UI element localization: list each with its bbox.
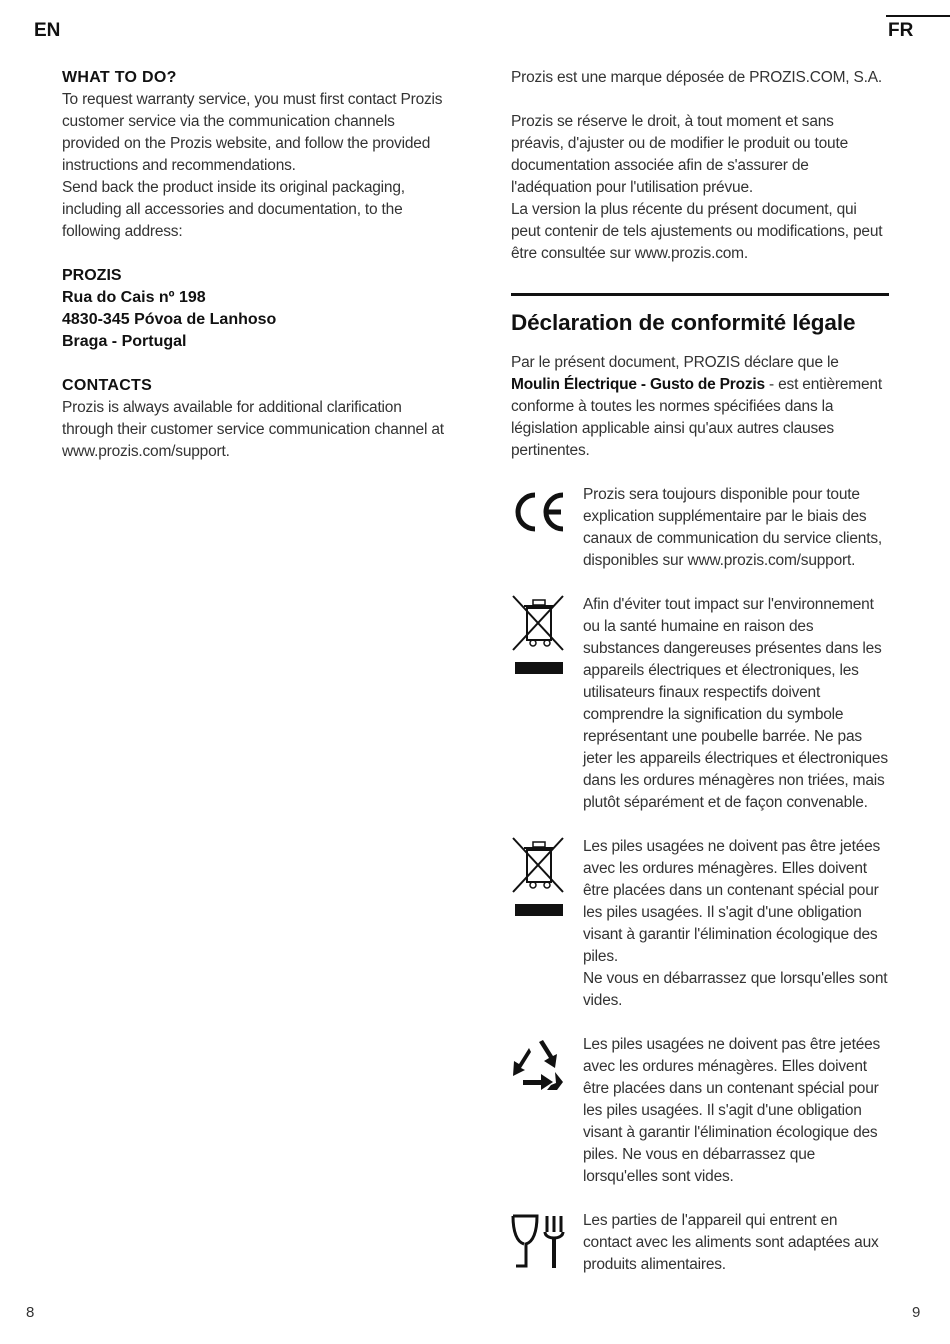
address-line: PROZIS	[62, 267, 122, 284]
recycle-text: Les piles usagées ne doivent pas être jetées avec les ordures ménagères. Elles doivent être placées dans un contenant spécial pour les piles usagées. Il s'agit d'une obligation visant à garantir l'élimination écologique des piles. Ne vous en débarrassez que lorsqu'elles sont vides.	[583, 1036, 881, 1185]
latest-version-text: La version la plus récente du présent document, qui peut contenir de tels ajustements ou modifications, peut être consultée sur www.prozis.com.	[511, 201, 883, 262]
battery-text: Les piles usagées ne doivent pas être jetées avec les ordures ménagères. Elles doivent être placées dans un contenant spécial pour les piles usagées. Il s'agit d'une obligation visant à garantir l'élimination écologique des piles.	[583, 838, 881, 965]
food-row	[511, 1210, 889, 1276]
address-line: 4830-345 Póvoa de Lanhoso	[62, 311, 277, 328]
declaration-suffix: - est entièrement conforme à toutes les normes spécifiées dans la législation applicable ainsi qu'aux autres clauses pertinentes.	[511, 376, 882, 459]
declaration-prefix: Par le présent document, PROZIS déclare que le	[511, 354, 839, 371]
address-block	[62, 265, 452, 353]
battery-text-block	[583, 836, 889, 1012]
warranty-instructions: To request warranty service, you must first contact Prozis customer service via the communication channels provided on the Prozis website, and follow the provided instructions and recommendations.	[62, 91, 443, 174]
contacts-heading: CONTACTS	[62, 377, 153, 394]
what-to-do-heading: WHAT TO DO?	[62, 69, 177, 86]
ce-row	[511, 484, 889, 572]
crossed-bin-battery-icon	[511, 836, 583, 925]
page-number-left: 8	[26, 1304, 35, 1321]
ce-text: Prozis sera toujours disponible pour toute explication supplémentaire par le biais des canaux de communication du service clients, disponibles sur www.prozis.com/support.	[583, 486, 882, 569]
weee-text: Afin d'éviter tout impact sur l'environnement ou la santé humaine en raison des substances dangereuses présentes dans les appareils électriques et électroniques, les utilisateurs finaux respectifs doivent comprendre la signification du symbole représentant une poubelle barrée. Ne pas jeter les appareils électriques et électroniques dans les ordures ménagères non triées, mais plutôt séparément et de façon convenable.	[583, 596, 888, 811]
ce-mark-icon	[511, 484, 583, 539]
page-number-right: 9	[912, 1304, 921, 1321]
battery-row	[511, 836, 889, 1012]
english-column	[62, 67, 452, 463]
weee-row	[511, 594, 889, 814]
french-column	[511, 67, 889, 1276]
recycle-icon	[511, 1034, 583, 1099]
crossed-bin-icon	[511, 594, 583, 683]
address-line: Rua do Cais nº 198	[62, 289, 206, 306]
battery-empty-text: Ne vous en débarrassez que lorsqu'elles sont vides.	[583, 970, 888, 1009]
language-label-en: EN	[34, 20, 61, 41]
header-rule	[886, 15, 950, 17]
recycle-row	[511, 1034, 889, 1188]
food-contact-text: Les parties de l'appareil qui entrent en contact avec les aliments sont adaptées aux produits alimentaires.	[583, 1212, 879, 1273]
declaration-title: Déclaration de conformité légale	[511, 310, 856, 335]
contacts-text: Prozis is always available for additional clarification through their customer service communication channel at www.prozis.com/support.	[62, 399, 444, 460]
trademark-text: Prozis est une marque déposée de PROZIS.COM, S.A.	[511, 69, 882, 86]
send-back-instructions: Send back the product inside its original packaging, including all accessories and documentation, to the following address:	[62, 179, 405, 240]
language-label-fr: FR	[888, 20, 914, 41]
product-name: Moulin Électrique - Gusto de Prozis	[511, 376, 765, 393]
food-safe-icon	[511, 1210, 583, 1275]
address-line: Braga - Portugal	[62, 333, 187, 350]
section-divider	[511, 293, 889, 296]
declaration-text	[511, 352, 889, 462]
rights-text: Prozis se réserve le droit, à tout moment et sans préavis, d'ajuster ou de modifier le produit ou toute documentation associée afin de s'assurer de l'adéquation pour l'utilisation prévue.	[511, 113, 849, 196]
